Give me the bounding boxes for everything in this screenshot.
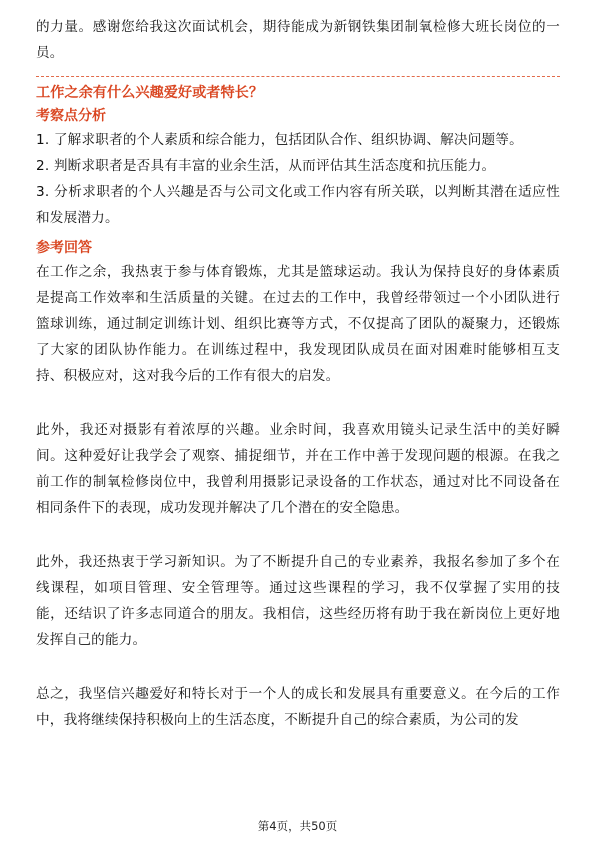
spacer bbox=[36, 403, 560, 417]
analysis-item-3: 3. 分析求职者的个人兴趣是否与公司文化或工作内容有所关联，以判断其潜在适应性和发展潜力。 bbox=[36, 184, 560, 226]
analysis-label: 考察点分析 bbox=[36, 108, 106, 124]
answer-paragraph-4: 总之，我坚信兴趣爱好和特长对于一个人的成长和发展具有重要意义。在今后的工作中，我将继续保持积极向上的生活态度，不断提升自己的综合素质，为公司的发 bbox=[36, 686, 560, 728]
page-number-footer: 第4页，共50页 bbox=[257, 819, 338, 833]
spacer bbox=[36, 535, 560, 549]
spacer bbox=[36, 653, 560, 667]
analysis-item-1: 1. 了解求职者的个人素质和综合能力，包括团队合作、组织协调、解决问题等。 bbox=[36, 132, 523, 148]
answer-paragraph-1: 在工作之余，我热衷于参与体育锻炼，尤其是篮球运动。我认为保持良好的身体素质是提高工作效率和生活质量的关键。在过去的工作中，我曾经带领过一个小团队进行篮球训练，通过制定训练计划、组织比赛等方式，不仅提高了团队的凝聚力，还锻炼了大家的团队协作能力。在训练过程中，我发现团队成员在面对困难时能够相互支持、积极应对，这对我今后的工作有很大的启发。 bbox=[36, 264, 560, 384]
answer-paragraph-2: 此外，我还对摄影有着浓厚的兴趣。业余时间，我喜欢用镜头记录生活中的美好瞬间。这种爱好让我学会了观察、捕捉细节，并在工作中善于发现问题的根源。在我之前工作的制氧检修岗位中，我曾利用摄影记录设备的工作状态，通过对比不同设备在相同条件下的表现，成功发现并解决了几个潜在的安全隐患。 bbox=[36, 422, 560, 516]
answer-label: 参考回答 bbox=[36, 240, 92, 256]
question-heading: 工作之余有什么兴趣爱好或者特长？ bbox=[36, 85, 264, 101]
analysis-item-2: 2. 判断求职者是否具有丰富的业余生活，从而评估其生活态度和抗压能力。 bbox=[36, 158, 496, 174]
document-page bbox=[36, 14, 560, 733]
intro-paragraph-tail: 的力量。感谢您给我这次面试机会，期待能成为新钢铁集团制氧检修大班长岗位的一员。 bbox=[36, 19, 560, 61]
spacer bbox=[36, 667, 560, 681]
spacer bbox=[36, 521, 560, 535]
spacer bbox=[36, 389, 560, 403]
answer-paragraph-3: 此外，我还热衷于学习新知识。为了不断提升自己的专业素养，我报名参加了多个在线课程，如项目管理、安全管理等。通过这些课程的学习，我不仅掌握了实用的技能，还结识了许多志同道合的朋友。我相信，这些经历将有助于我在新岗位上更好地发挥自己的能力。 bbox=[36, 554, 560, 648]
question-divider bbox=[36, 76, 560, 77]
